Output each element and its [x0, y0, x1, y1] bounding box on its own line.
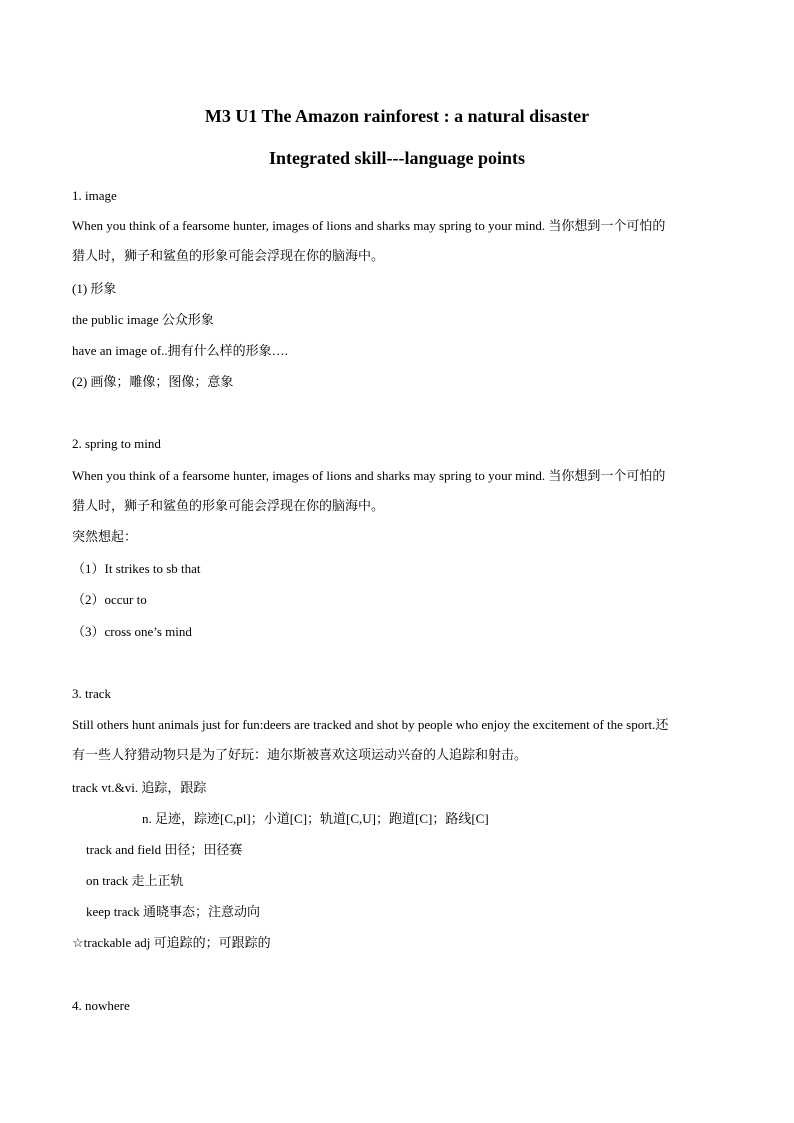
- item-heading-spring-to-mind: 2. spring to mind: [72, 436, 161, 451]
- derivative: ☆trackable adj 可追踪的；可跟踪的: [72, 935, 271, 950]
- meaning-1: (1) 形象: [72, 281, 117, 296]
- definition-verb: track vt.&vi. 追踪，跟踪: [72, 780, 207, 795]
- example-sentence: When you think of a fearsome hunter, images of lions and sharks may spring to your mind. 当你想到一个可怕的: [72, 218, 666, 233]
- page-subtitle: Integrated skill---language points: [268, 148, 526, 168]
- item-heading-image: 1. image: [72, 188, 117, 203]
- item-heading-nowhere: 4. nowhere: [72, 998, 130, 1013]
- example-sentence: Still others hunt animals just for fun:deers are tracked and shot by people who enjoy the excitement of the sport.还: [72, 717, 669, 732]
- synonym-item: （2）occur to: [72, 592, 147, 607]
- meaning-2: (2) 画像；雕像；图像；意象: [72, 374, 234, 389]
- phrase: keep track 通晓事态；注意动向: [86, 904, 261, 919]
- example-translation: 猎人时，狮子和鲨鱼的形象可能会浮现在你的脑海中。: [72, 249, 385, 264]
- phrase: on track 走上正轨: [86, 873, 184, 888]
- definition-noun: n. 足迹，踪迹[C,pl]；小道[C]；轨道[C,U]；跑道[C]；路线[C]: [142, 811, 489, 826]
- phrase: have an image of..拥有什么样的形象….: [72, 343, 288, 358]
- example-translation: 猎人时，狮子和鲨鱼的形象可能会浮现在你的脑海中。: [72, 499, 385, 514]
- example-translation: 有一些人狩猎动物只是为了好玩：迪尔斯被喜欢这项运动兴奋的人追踪和射击。: [72, 748, 528, 763]
- item-heading-track: 3. track: [72, 686, 111, 701]
- phrase: the public image 公众形象: [72, 312, 214, 327]
- synonym-heading: 突然想起：: [72, 530, 138, 545]
- phrase: track and field 田径；田径赛: [86, 842, 243, 857]
- synonym-item: （1）It strikes to sb that: [72, 561, 201, 576]
- page-title: M3 U1 The Amazon rainforest : a natural disaster: [204, 106, 590, 126]
- synonym-item: （3）cross one’s mind: [72, 624, 192, 639]
- example-sentence: When you think of a fearsome hunter, images of lions and sharks may spring to your mind. 当你想到一个可怕的: [72, 468, 666, 483]
